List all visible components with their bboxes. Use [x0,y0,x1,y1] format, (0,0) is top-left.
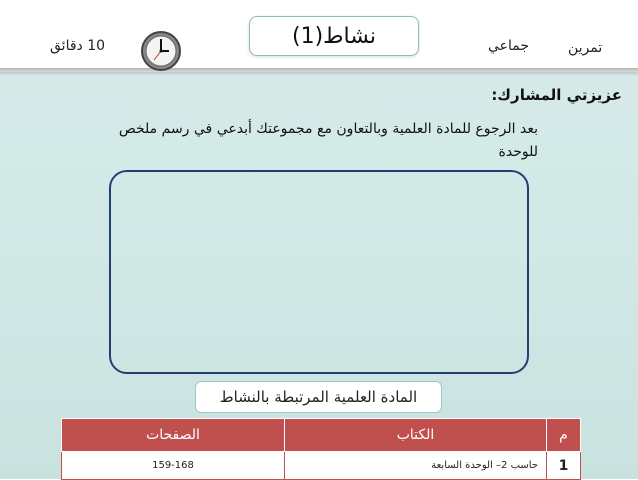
duration-label: 10 دقائق [50,38,106,54]
row-pages: 159-168 [62,452,285,480]
activity-title-text: نشاط(1) [292,23,376,49]
reference-table [61,418,581,480]
header-divider [0,68,638,76]
clock-icon [140,30,182,72]
header-index: م [547,419,581,452]
group-label: جماعي [488,38,530,54]
header-book: الكتاب [285,419,547,452]
table-row [62,452,581,480]
material-heading-text: المادة العلمية المرتبطة بالنشاط [219,388,418,406]
instructions-text: بعد الرجوع للمادة العلمية وبالتعاون مع مجموعتك أبدعي في رسم ملخص للوحدة [118,121,538,160]
activity-title [249,16,419,56]
material-heading [195,381,442,413]
table-header-row [62,419,581,452]
header-pages: الصفحات [62,419,285,452]
exercise-label: تمرين [568,40,603,56]
row-index: 1 [547,452,581,480]
prompt-heading: عزيزتي المشارك: [491,86,622,104]
drawing-area[interactable] [109,170,529,374]
row-book: حاسب 2– الوحدة السابعة [285,452,547,480]
